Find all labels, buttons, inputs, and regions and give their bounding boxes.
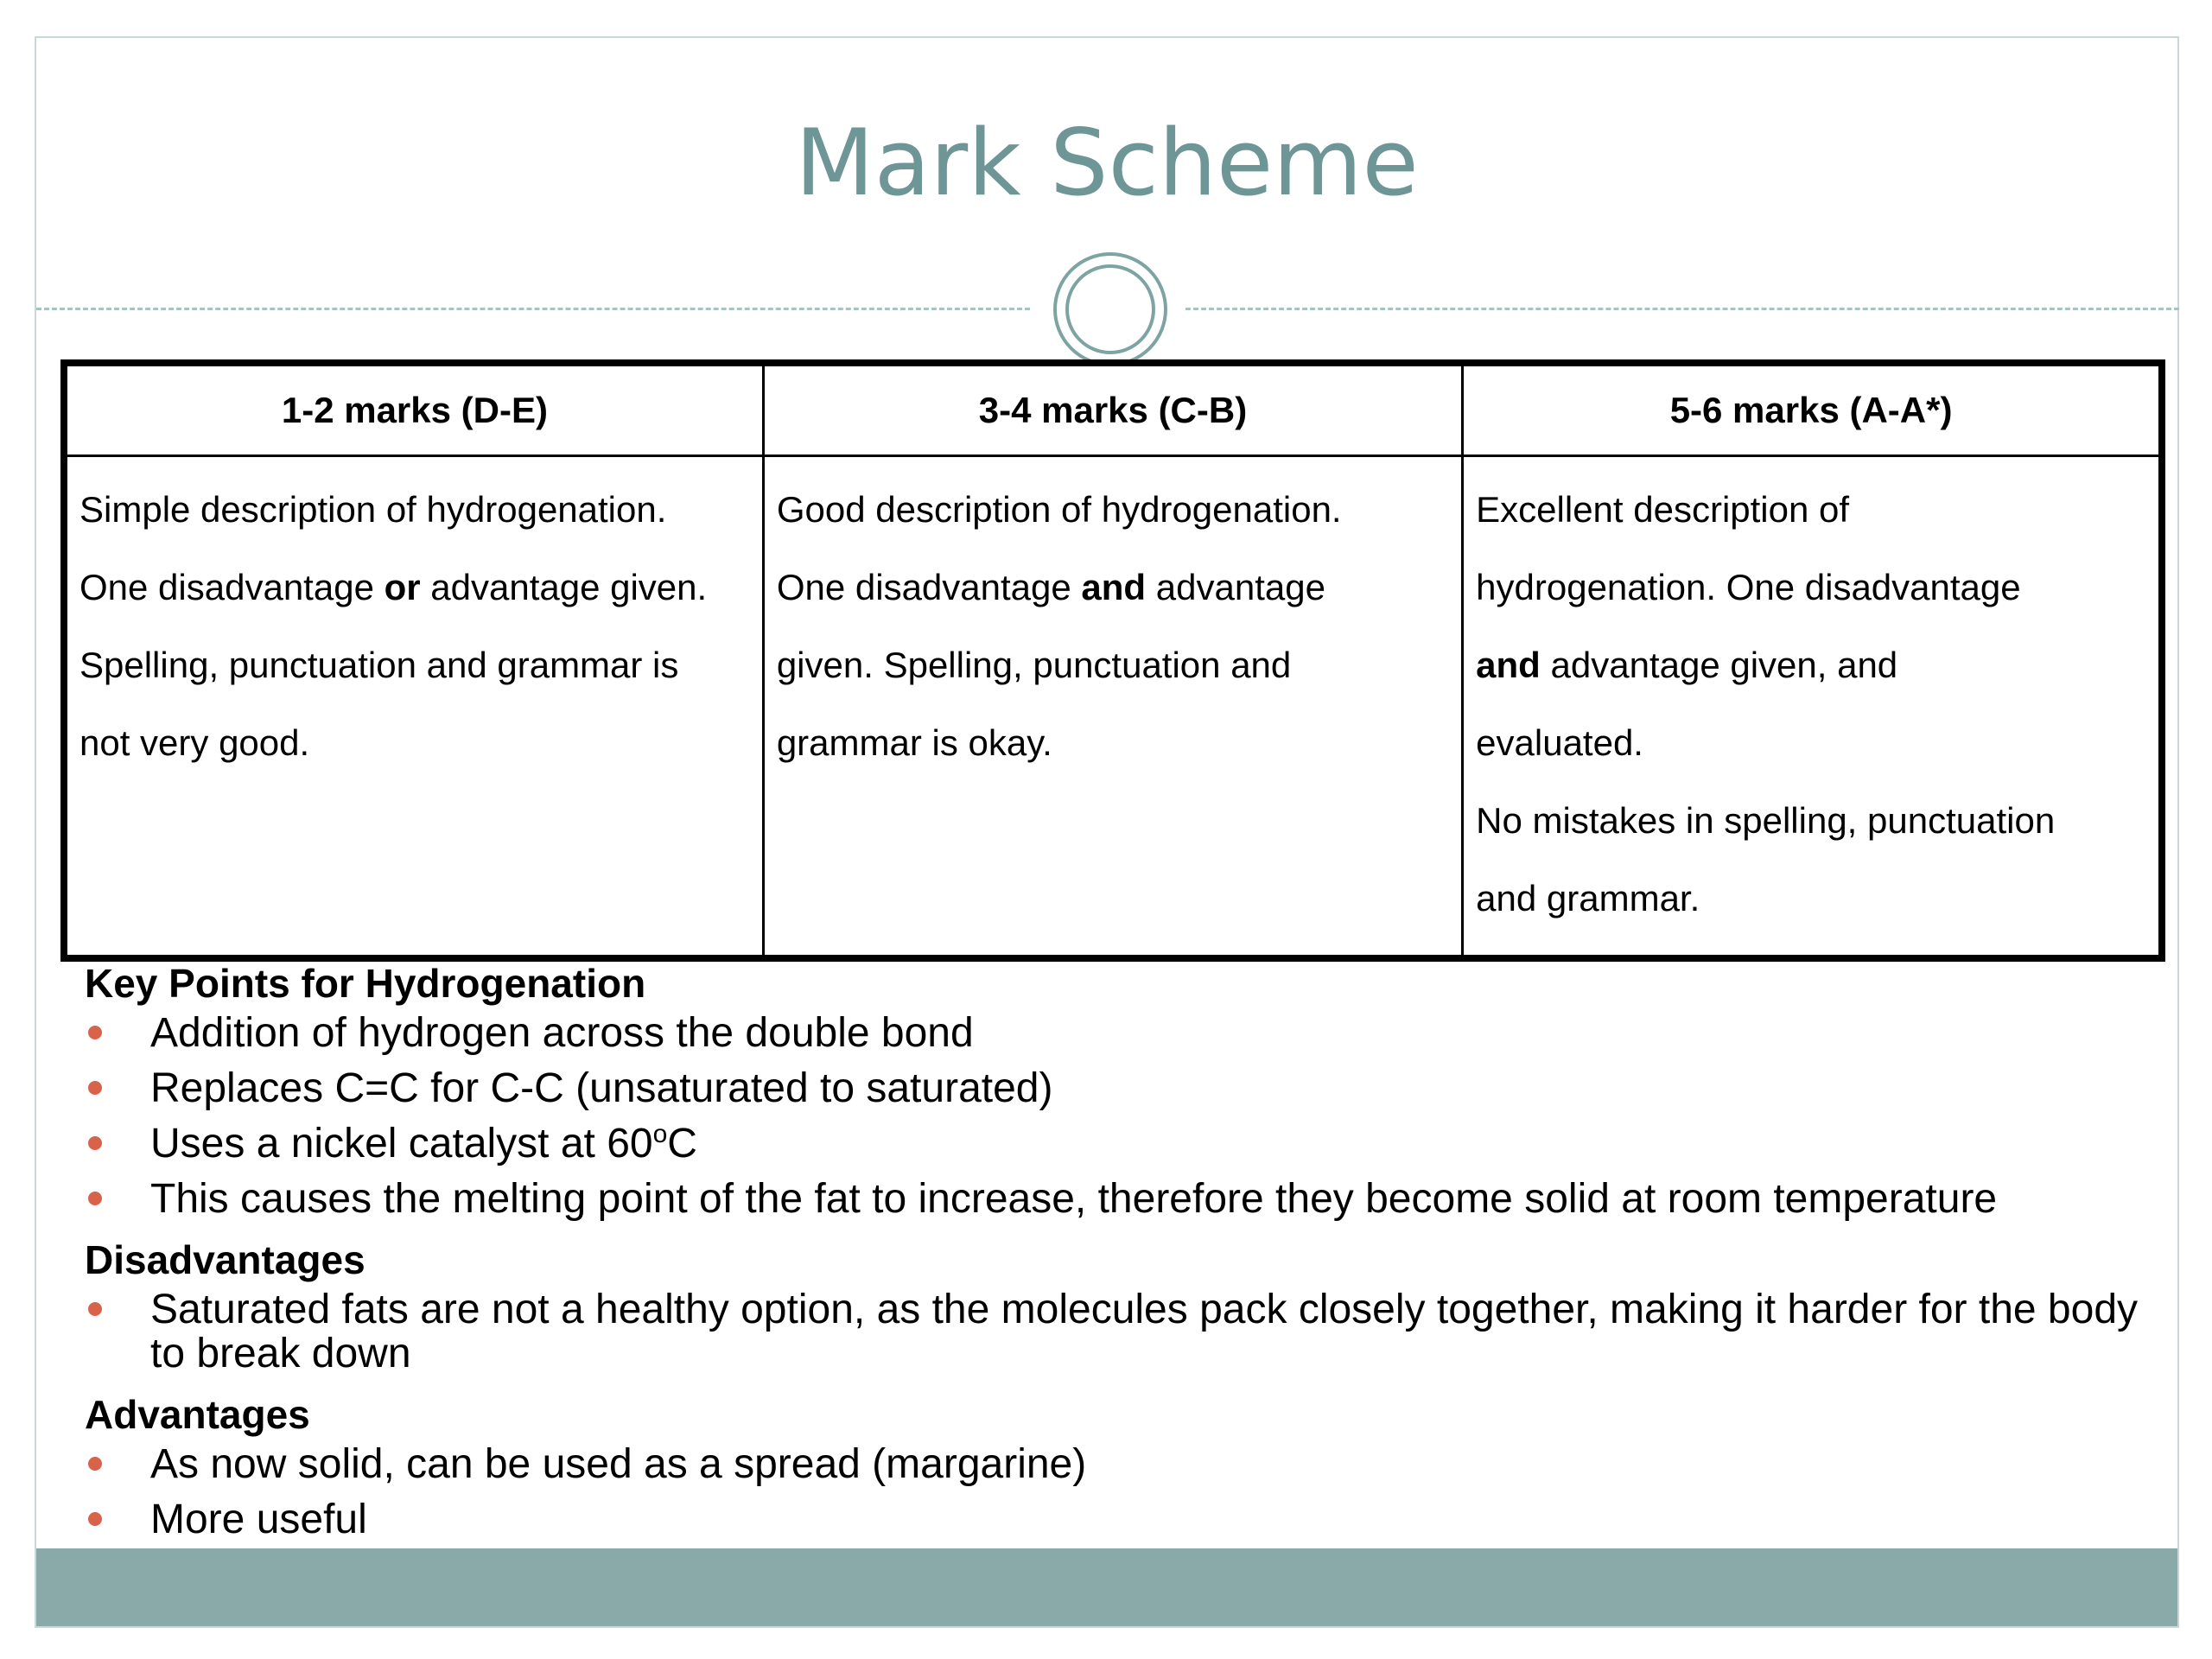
cell-emphasis: and: [1081, 567, 1147, 607]
criteria-cell-1-2: [64, 456, 763, 959]
cell-line: Excellent description of: [1476, 489, 1850, 530]
list-item: [85, 1177, 2158, 1221]
cell-line: and grammar.: [1476, 878, 1700, 918]
criteria-cell-5-6: [1463, 456, 2162, 959]
bullet-icon: [88, 1081, 102, 1095]
title-divider-left: [36, 308, 1030, 310]
cell-line: grammar is okay.: [776, 722, 1052, 763]
cell-text: advantage given.: [420, 567, 708, 607]
list-item-text: Saturated fats are not a healthy option, as the molecules pack closely together, making it harder for the body to break down: [150, 1287, 2139, 1376]
cell-line: [1476, 626, 2146, 704]
list-item: [85, 1287, 2158, 1376]
list-item-text: This causes the melting point of the fat to increase, therefore they become solid at room temperature: [150, 1176, 1998, 1222]
table-header-cell: 1-2 marks (D-E): [64, 363, 763, 456]
advantages-heading: Advantages: [85, 1392, 310, 1437]
cell-line: No mistakes in spelling, punctuation: [1476, 800, 2056, 841]
disadvantages-heading: Disadvantages: [85, 1237, 365, 1282]
ring-ornament-inner: [1065, 264, 1155, 354]
bullet-icon: [88, 1302, 102, 1316]
cell-emphasis: and: [1476, 645, 1541, 685]
cell-text: One disadvantage: [79, 567, 385, 607]
cell-line: evaluated.: [1476, 722, 1643, 763]
list-item-text: More useful: [150, 1497, 367, 1542]
table-header-cell: 3-4 marks (C-B): [763, 363, 1462, 456]
bullet-icon: [88, 1512, 102, 1526]
slide: [35, 36, 2179, 1628]
ring-ornament-icon: [1053, 252, 1167, 366]
degree-unit: C: [667, 1121, 697, 1166]
cell-line: not very good.: [79, 722, 310, 763]
list-item: [85, 1442, 2158, 1486]
cell-line: given. Spelling, punctuation and: [776, 645, 1292, 685]
table-row: [64, 456, 2162, 959]
cell-text: One disadvantage: [776, 567, 1082, 607]
list-item-text: As now solid, can be used as a spread (margarine): [150, 1441, 1087, 1487]
list-item-text: Replaces C=C for C-C (unsaturated to saturated): [150, 1065, 1053, 1111]
list-item: [85, 1011, 2158, 1055]
advantages-list: [85, 1442, 2158, 1541]
key-points-list: [85, 1011, 2158, 1221]
cell-line: Good description of hydrogenation.: [776, 489, 1342, 530]
table-header-cell: 5-6 marks (A-A*): [1463, 363, 2162, 456]
table-header-row: [64, 363, 2162, 456]
bullet-icon: [88, 1026, 102, 1039]
slide-title: Mark Scheme: [795, 110, 1419, 216]
bullet-icon: [88, 1457, 102, 1471]
list-item: [85, 1066, 2158, 1110]
bullet-icon: [88, 1192, 102, 1205]
cell-line: hydrogenation. One disadvantage: [1476, 567, 2021, 607]
mark-scheme-table: [60, 359, 2165, 962]
list-item: [85, 1122, 2158, 1166]
footer-bar: [36, 1548, 2177, 1626]
cell-line: [777, 549, 1449, 626]
bullet-icon: [88, 1136, 102, 1150]
list-item: [85, 1497, 2158, 1541]
cell-emphasis: or: [384, 567, 421, 607]
cell-text: advantage: [1146, 567, 1325, 607]
cell-line: [79, 549, 750, 626]
degree-superscript: o: [652, 1120, 668, 1148]
cell-line: Simple description of hydrogenation.: [79, 489, 667, 530]
list-item-text: Uses a nickel catalyst at 60: [150, 1121, 653, 1166]
cell-line: Spelling, punctuation and grammar is: [79, 645, 679, 685]
disadvantages-list: [85, 1287, 2158, 1376]
key-points-section: [85, 956, 2158, 1553]
key-points-heading: Key Points for Hydrogenation: [85, 961, 646, 1006]
list-item-text: Addition of hydrogen across the double bond: [150, 1010, 974, 1056]
cell-text: advantage given, and: [1540, 645, 1898, 685]
title-divider-right: [1185, 308, 2179, 310]
criteria-cell-3-4: [763, 456, 1462, 959]
